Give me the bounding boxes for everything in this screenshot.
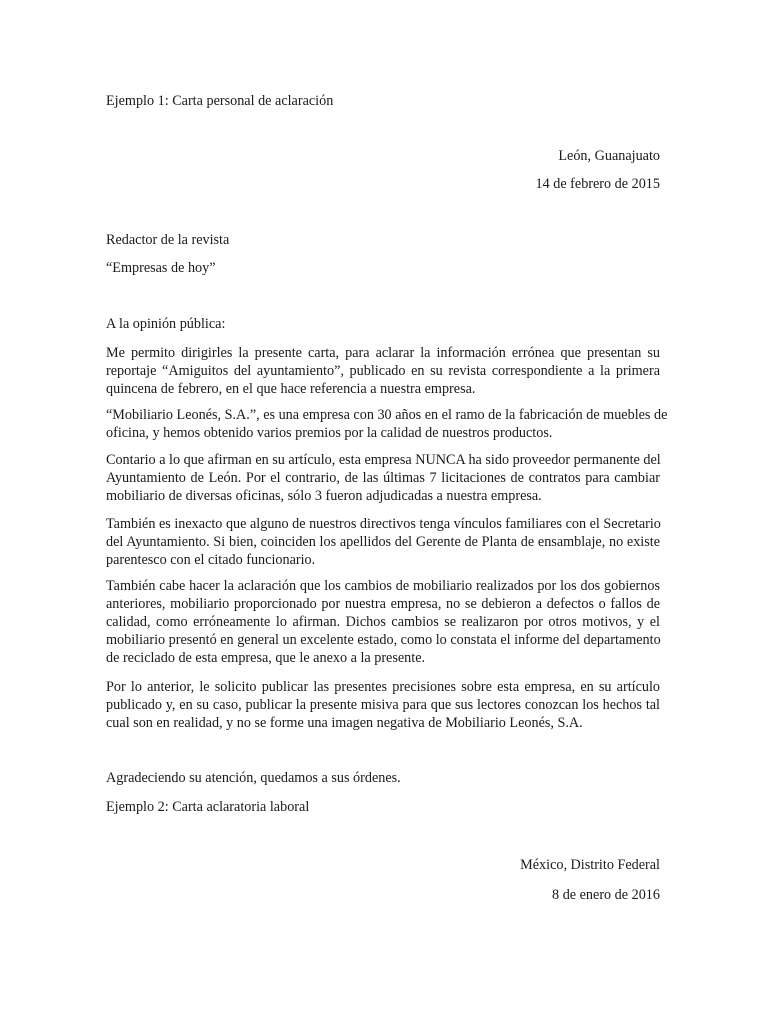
paragraph-line: mobiliario presentó en general un excelente estado, como lo constata el informe del departamento xyxy=(106,632,661,648)
paragraph-line: Me permito dirigirles la presente carta, para aclarar la información errónea que presentan su xyxy=(106,345,660,361)
example1-date: 14 de febrero de 2015 xyxy=(535,176,660,192)
example2-date: 8 de enero de 2016 xyxy=(552,887,660,903)
closing-line: Agradeciendo su atención, quedamos a sus órdenes. xyxy=(106,770,401,786)
paragraph-3 xyxy=(106,451,660,505)
paragraph-5 xyxy=(106,577,660,667)
paragraph-line: También es inexacto que alguno de nuestros directivos tenga vínculos familiares con el Secretario xyxy=(106,516,661,532)
paragraph-line: También cabe hacer la aclaración que los cambios de mobiliario realizados por los dos gobiernos xyxy=(106,578,660,594)
paragraph-line: cual son en realidad, y no se forme una imagen negativa de Mobiliario Leonés, S.A. xyxy=(106,715,583,731)
paragraph-line: de reciclado de esta empresa, que le anexo a la presente. xyxy=(106,650,426,666)
paragraph-line: reportaje “Amiguitos del ayuntamiento”, publicado en su revista correspondiente a la primera xyxy=(106,363,660,379)
paragraph-line: calidad, como erróneamente lo afirman. Dichos cambios se realizaron por otros motivos, y el xyxy=(106,614,660,630)
salutation: A la opinión pública: xyxy=(106,316,226,332)
paragraph-line: Contario a lo que afirman en su artículo, esta empresa NUNCA ha sido proveedor permanente del xyxy=(106,452,661,468)
paragraph-4 xyxy=(106,515,660,569)
example2-heading: Ejemplo 2: Carta aclaratoria laboral xyxy=(106,799,310,815)
paragraph-line: del Ayuntamiento. Si bien, coinciden los apellidos del Gerente de Planta de ensamblaje, no existe xyxy=(106,534,660,550)
paragraph-line: Ayuntamiento de León. Por el contrario, de las últimas 7 licitaciones de contratos para cambiar xyxy=(106,470,660,486)
paragraph-line: Por lo anterior, le solicito publicar las presentes precisiones sobre esta empresa, en su artículo xyxy=(106,679,660,695)
example2-place: México, Distrito Federal xyxy=(520,857,660,873)
recipient-line-2: “Empresas de hoy” xyxy=(106,260,216,276)
paragraph-line: “Mobiliario Leonés, S.A.”, es una empresa con 30 años en el ramo de la fabricación de muebles de xyxy=(106,407,668,423)
paragraph-line: publicado y, en su caso, publicar la presente misiva para que sus lectores conozcan los hechos tal xyxy=(106,697,660,713)
paragraph-2 xyxy=(106,406,668,442)
paragraph-6 xyxy=(106,678,660,732)
example1-heading: Ejemplo 1: Carta personal de aclaración xyxy=(106,93,334,109)
recipient-line-1: Redactor de la revista xyxy=(106,232,230,248)
paragraph-1 xyxy=(106,344,660,398)
example1-place: León, Guanajuato xyxy=(558,148,660,164)
paragraph-line: oficina, y hemos obtenido varios premios por la calidad de nuestros productos. xyxy=(106,425,553,441)
paragraph-line: parentesco con el citado funcionario. xyxy=(106,552,316,568)
paragraph-line: quincena de febrero, en el que hace referencia a nuestra empresa. xyxy=(106,381,476,397)
paragraph-line: mobiliario de diversas oficinas, sólo 3 fueron adjudicadas a nuestra empresa. xyxy=(106,488,542,504)
paragraph-line: anteriores, mobiliario proporcionado por nuestra empresa, no se debieron a defectos o fallos de xyxy=(106,596,660,612)
